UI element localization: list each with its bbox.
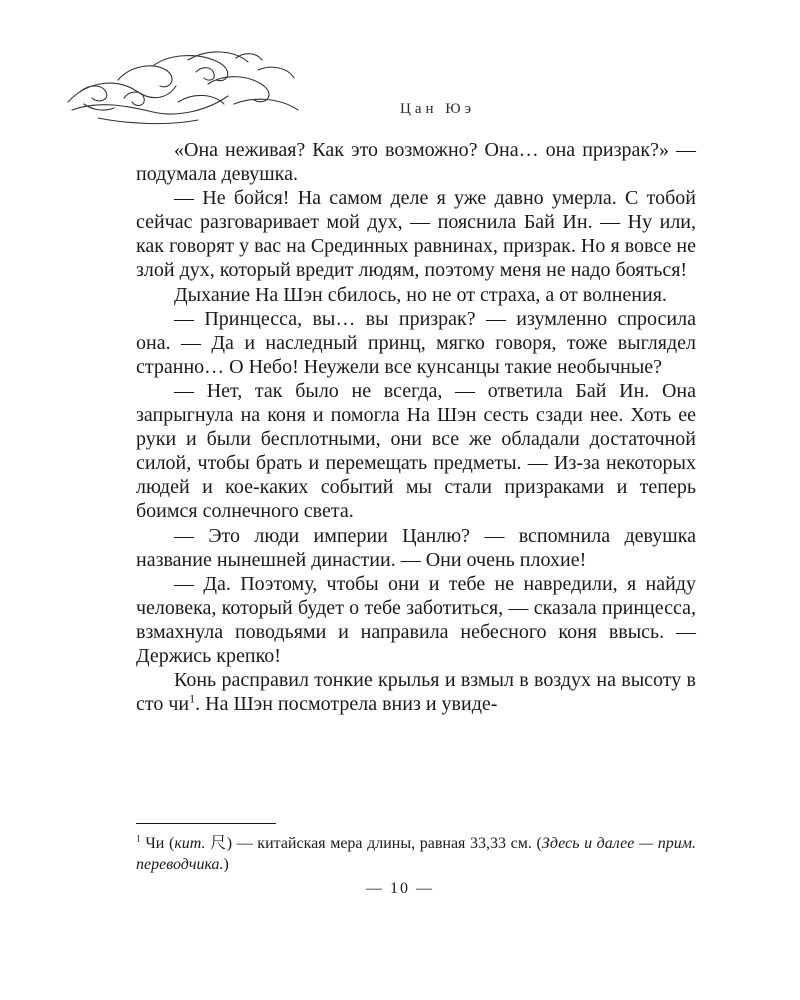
paragraph: — Принцесса, вы… вы призрак? — изумленно спросила она. — Да и наследный принц, мягко говоря, тоже выглядел странно… О Небо! Неужели все кунсанцы такие необычные? (136, 307, 696, 378)
paragraph: Дыхание На Шэн сбилось, но не от страха, а от волнения. (174, 283, 667, 306)
footnote-term: Чи (145, 835, 165, 852)
running-head-author: Цан Юэ (400, 101, 476, 117)
footnote-lang: кит. (174, 835, 206, 852)
paragraph: — Нет, так было не всегда, — ответила Бай Ин. Она запрыгнула на коня и помогла На Шэн сесть сзади нее. Хоть ее руки и были бесплотными, они все же обладали достаточной силой, чтобы брать и перемещать предметы. — Из-за некоторых людей и кое-каких событий мы стали призраками и теперь боимся солнечного света. (136, 379, 696, 523)
main-text (136, 138, 696, 716)
footnote (136, 833, 696, 875)
footnote-editor-note: Здесь и далее — прим. переводчика. (136, 835, 697, 873)
footnote-mark: 1 (136, 833, 141, 845)
paragraph: — Не бойся! На самом деле я уже давно умерла. С тобой сейчас разговаривает мой дух, — пояснила Бай Ин. — Ну или, как говорят у вас на Срединных равнинах, призрак. Но я вовсе не злой дух, который вредит людям, поэтому меня не надо бояться! (136, 187, 696, 282)
paragraph-last (136, 668, 696, 716)
footnote-hanzi: 尺 (210, 835, 227, 852)
footnote-reference: 1 (189, 691, 196, 706)
paragraph-text-end: . На Шэн посмотрела вниз и увиде- (195, 693, 498, 716)
paragraph: «Она неживая? Как это возможно? Она… она призрак?» — подумала девушка. (136, 139, 696, 186)
paragraph: — Это люди империи Цанлю? — вспомнила девушка название нынешней династии. — Они очень плохие! (136, 524, 696, 571)
footnote-definition: ) — китайская мера длины, равная 33,33 см. (226, 835, 532, 852)
footnote-text: $^1$ Чи (кит. 尺) — китайская мера длины, равная 33,33 см. (Здесь и далее — прим. переводчика.) (136, 833, 697, 873)
floral-flourish-icon (58, 40, 308, 130)
page-number: — 10 — (366, 880, 434, 897)
footnote-divider (136, 823, 276, 824)
paragraph: — Да. Поэтому, чтобы они и тебе не навредили, я найду человека, который будет о тебе заботиться, — сказала принцесса, взмахнула поводьями и направила небесного коня ввысь. — Держись крепко! (136, 572, 696, 667)
paragraph-text: Конь расправил тонкие крылья и взмыл в воздух на высоту в сто чи (136, 669, 696, 716)
